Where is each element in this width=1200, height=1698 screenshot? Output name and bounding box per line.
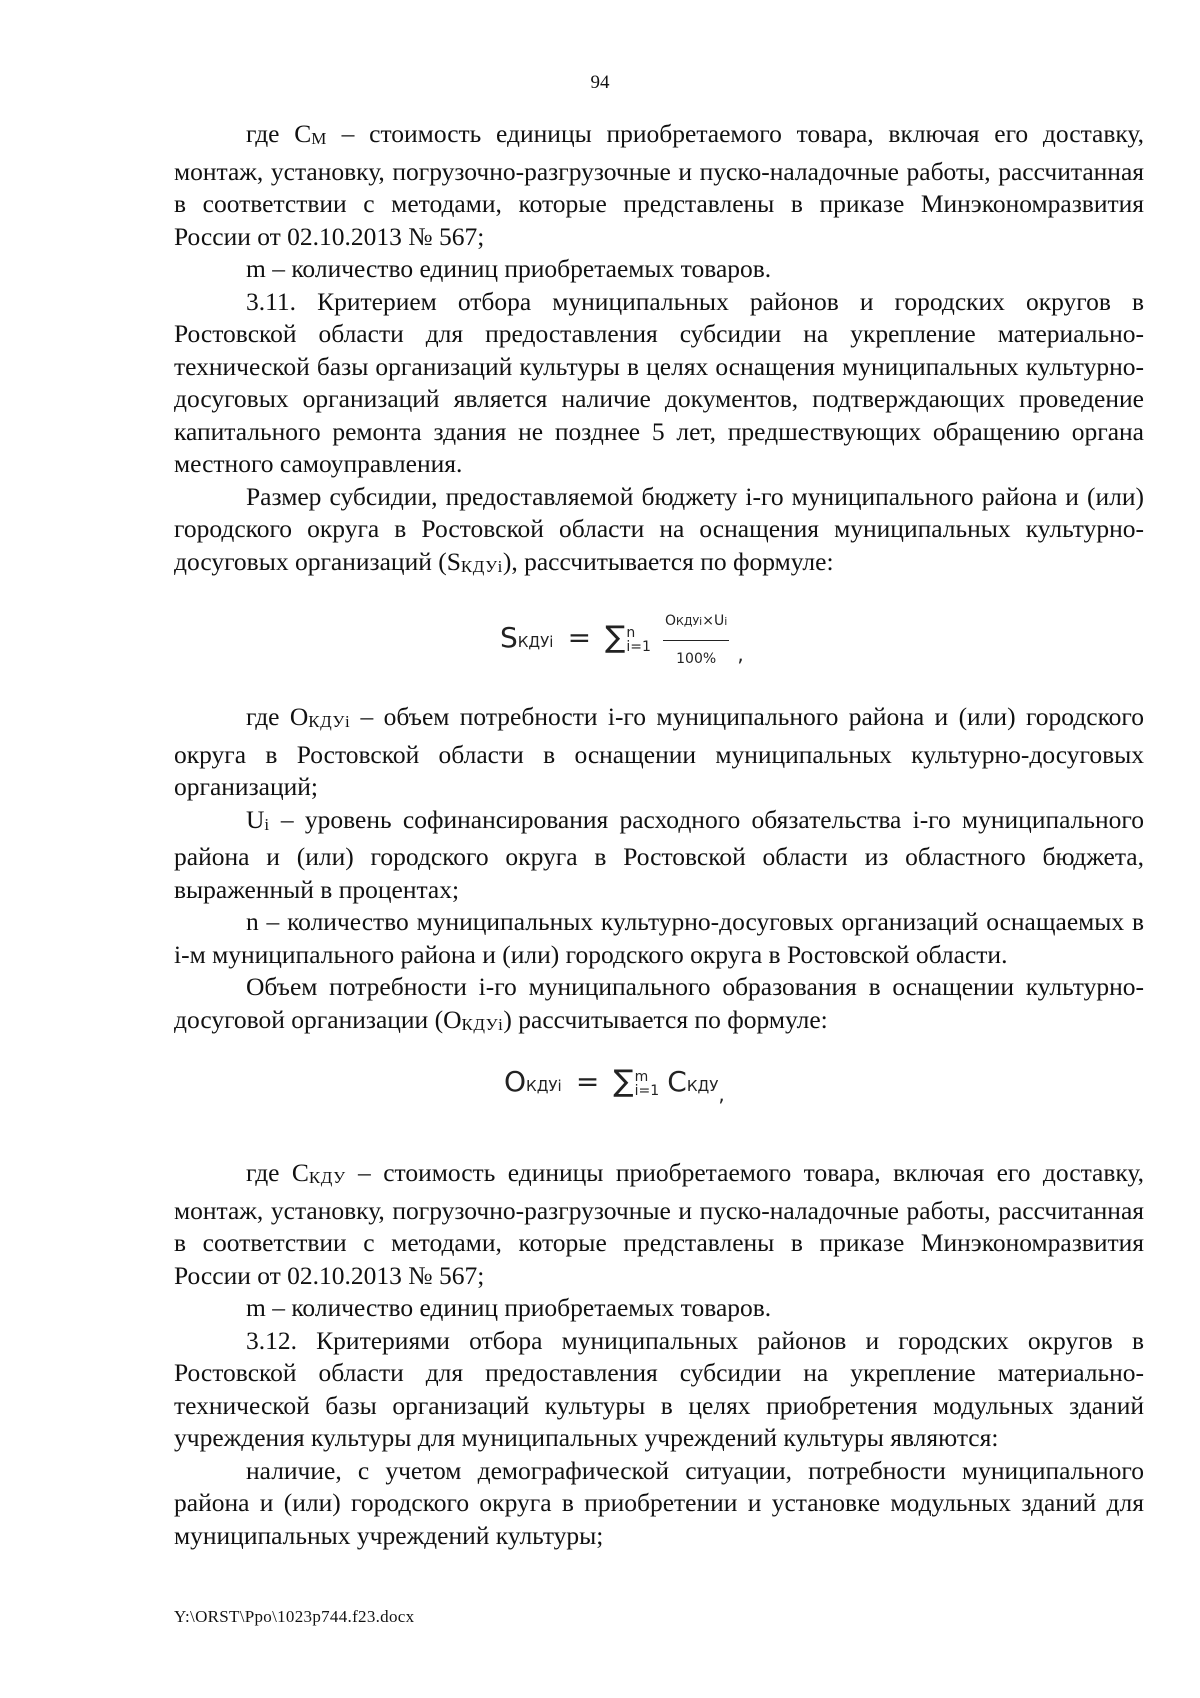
- formula-equals: =: [575, 1065, 600, 1098]
- page-number: 94: [590, 72, 610, 93]
- formula-lhs: S: [500, 621, 518, 654]
- sum-symbol: ∑: [605, 620, 626, 655]
- formula-okdu: [174, 1041, 1144, 1157]
- definition-cm: [174, 118, 1144, 253]
- symbol-sub: М: [311, 129, 327, 148]
- definition-text: – стоимость единицы приобретаемого товара, включая его доставку, монтаж, установку, погрузочно-разгрузочные и пуско-наладочные работы, рассчитанная в соответствии с методами, которые представлены в приказе Минэкономразвития России от 02.10.2013 № 567;: [174, 119, 1145, 251]
- text-after: ), рассчитывается по формуле:: [502, 546, 834, 576]
- paragraph-volume: Объем потребности i-го муниципального образования в оснащении культурно-досуговой организации (ОКДУi) рассчитывается по формуле:: [174, 972, 1144, 1034]
- definition-m: m – количество единиц приобретаемых товаров.: [246, 254, 772, 283]
- definition-okdu: где ОКДУi – объем потребности i-го муниципального района и (или) городского округа в Ростовской области в оснащении муниципальных культурно-досуговых организаций;: [174, 702, 1144, 801]
- fraction-denominator: 100%: [676, 650, 717, 667]
- formula-lhs-sub: КДУi: [517, 633, 554, 651]
- gde-word: где: [246, 119, 280, 148]
- symbol-sub: КДУi: [460, 556, 503, 576]
- formula-okdu-expression: [504, 1066, 725, 1111]
- definition-ckdu: где СКДУ – стоимость единицы приобретаемого товара, включая его доставку, монтаж, установку, погрузочно-разгрузочные и пуско-наладочные работы, рассчитанная в соответствии с методами, которые представлены в приказе Минэкономразвития России от 02.10.2013 № 567;: [174, 1158, 1145, 1290]
- formula-skdu-expression: [500, 605, 744, 675]
- formula-lhs-sub: КДУi: [526, 1077, 562, 1095]
- file-path-footer: Y:\ORST\Ppo\1023p744.f23.docx: [174, 1607, 415, 1626]
- fraction-numerator: ОКДУi×Ui: [663, 605, 729, 641]
- paragraph-criteria-presence: наличие, с учетом демографической ситуации, потребности муниципального района и (или) городского округа в приобретении и установке модульных зданий для муниципальных учреждений культуры;: [174, 1455, 1144, 1550]
- formula-comma: ,: [718, 1082, 725, 1106]
- paragraph-3-12: 3.12. Критериями отбора муниципальных районов и городских округов в Ростовской области для предоставления субсидии на укрепление материально-технической базы организаций культуры в целях приобретения модульных зданий учреждения культуры для муниципальных учреждений культуры являются:: [174, 1325, 1144, 1452]
- formula-fraction: [663, 605, 729, 675]
- formula-skdu: [174, 583, 1144, 701]
- paragraph-3-11: 3.11. Критерием отбора муниципальных районов и городских округов в Ростовской области для предоставления субсидии на укрепление материально-технической базы организаций культуры в целях оснащения муниципальных культурно-досуговых организаций является наличие документов, подтверждающих проведение капитального ремонта здания не позднее 5 лет, предшествующих обращению органа местного самоуправления.: [174, 286, 1144, 478]
- formula-term: С: [667, 1065, 687, 1098]
- paragraph-subsidy-size: [174, 481, 1144, 584]
- sum-limits: m i=1: [634, 1069, 660, 1099]
- definition-n: n – количество муниципальных культурно-досуговых организаций оснащаемых в i-м муниципального района и (или) городского округа в Ростовской области.: [174, 907, 1144, 969]
- definition-ui: Ui – уровень софинансирования расходного обязательства i-го муниципального района и (или) городского округа в Ростовской области из областного бюджета, выраженный в процентах;: [174, 804, 1144, 904]
- formula-term-sub: КДУ: [686, 1077, 719, 1095]
- formula-lhs: О: [504, 1065, 527, 1098]
- sum-limits: n i=1: [626, 625, 651, 655]
- sum-symbol: ∑: [613, 1064, 634, 1099]
- text-before: Размер субсидии, предоставляемой бюджету i-го муниципального района и (или) городского округа в Ростовской области на оснащения муниципальных культурно-досуговых организаций (S: [174, 481, 1144, 576]
- definition-m-2: m – количество единиц приобретаемых товаров.: [246, 1293, 772, 1322]
- symbol-c: С: [294, 119, 312, 148]
- document-body: [174, 118, 1144, 1552]
- formula-equals: =: [567, 621, 592, 654]
- formula-comma: ,: [737, 642, 744, 666]
